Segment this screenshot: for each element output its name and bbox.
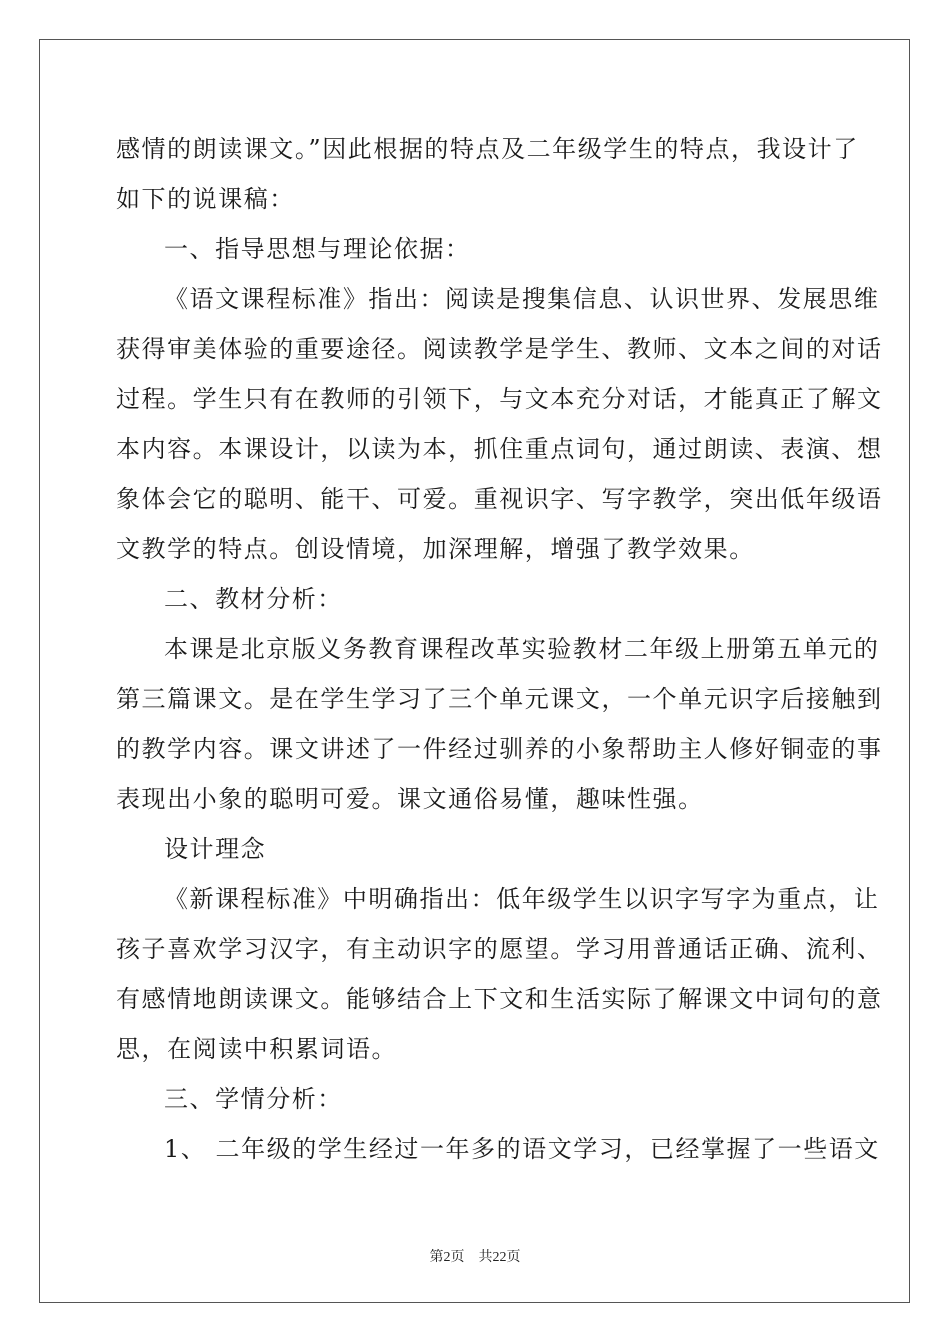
text-line: 如下的说课稿： (116, 185, 295, 213)
text-line: 孩子喜欢学习汉字，有主动识字的愿望。学习用普通话正确、流利、 (116, 935, 883, 963)
text-line: 本内容。本课设计，以读为本，抓住重点词句，通过朗读、表演、想 (116, 435, 883, 463)
text-line: 有感情地朗读课文。能够结合上下文和生活实际了解课文中词句的意 (116, 985, 883, 1013)
section-heading: 三、学情分析： (164, 1085, 343, 1113)
page-total: 共22页 (478, 1250, 521, 1265)
text-line: 的教学内容。课文讲述了一件经过驯养的小象帮助主人修好铜壶的事 (116, 735, 883, 763)
text-line: 本课是北京版义务教育课程改革实验教材二年级上册第五单元的 (164, 635, 880, 663)
text-line: 表现出小象的聪明可爱。课文通俗易懂，趣味性强。 (116, 785, 704, 813)
text-line: 感情的朗读课文。”因此根据的特点及二年级学生的特点，我设计了 (116, 135, 859, 163)
text-line: 第三篇课文。是在学生学习了三个单元课文，一个单元识字后接触到 (116, 685, 883, 713)
section-heading: 设计理念 (164, 835, 267, 863)
section-heading: 二、教材分析： (164, 585, 343, 613)
text-line: 《新课程标准》中明确指出：低年级学生以识字写字为重点，让 (164, 885, 880, 913)
section-heading: 一、指导思想与理论依据： (164, 235, 471, 263)
page-number: 第2页 (429, 1250, 465, 1265)
text-line: 文教学的特点。创设情境，加深理解，增强了教学效果。 (116, 535, 755, 563)
text-line: 《语文课程标准》指出：阅读是搜集信息、认识世界、发展思维 (164, 285, 880, 313)
page-footer (0, 1246, 950, 1266)
text-line: 象体会它的聪明、能干、可爱。重视识字、写字教学，突出低年级语 (116, 485, 883, 513)
text-line: 过程。学生只有在教师的引领下，与文本充分对话，才能真正了解文 (116, 385, 883, 413)
text-line: 思，在阅读中积累词语。 (116, 1035, 398, 1063)
text-line: 获得审美体验的重要途径。阅读教学是学生、教师、文本之间的对话 (116, 335, 883, 363)
text-line: 1、 二年级的学生经过一年多的语文学习，已经掌握了一些语文 (164, 1135, 880, 1163)
